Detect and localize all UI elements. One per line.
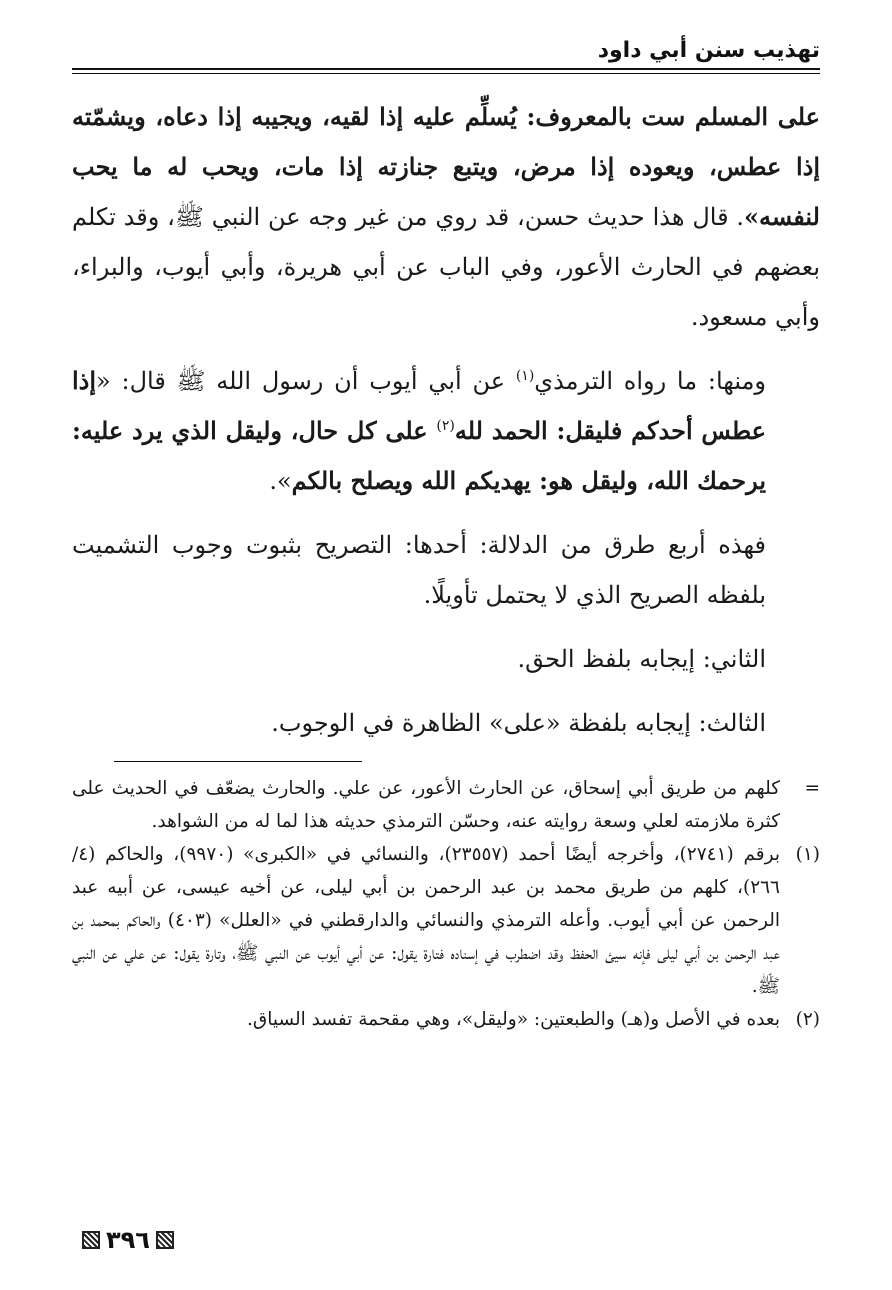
paragraph-1-commentary: . قال هذا حديث حسن، قد روي من غير وجه عن النبي ﷺ، وقد تكلم بعضهم في الحارث الأعور، وفي الباب عن أبي هريرة، وأبي أيوب، والبراء، وأبي مسعود. [72,203,820,331]
paragraph-2-chain: عن أبي أيوب أن رسول الله ﷺ قال: « [96,367,516,395]
footnotes [72,772,820,1036]
footnote-continued [72,772,820,838]
header-rule-thick [72,68,820,70]
hadith-text-2a: إذا عطس أحدكم فليقل: الحمد لله [72,366,766,445]
running-title: تهذيب سنن أبي داود [597,38,820,63]
footnote-text: كلهم من طريق أبي إسحاق، عن الحارث الأعور، عن علي. والحارث يضعّف في الحديث على كثرة ملازمته لعلي وسعة روايته عنه، وحسّن الترمذي حديثه هذا لما له من الشواهد. [72,778,780,832]
header-rule-thin [72,73,820,74]
footnote-ref-2[interactable]: (٢) [436,418,455,434]
footnote-separator [114,761,362,762]
page-number-value: ٣٩٦ [106,1226,150,1254]
footnote-text: بعده في الأصل و(هـ) والطبعتين: «وليقل»، وهي مقحمة تفسد السياق. [246,1009,780,1030]
footnote-mark: (٢) [795,1009,820,1030]
footnote-ref-1[interactable]: (١) [515,368,535,384]
footnote-1 [72,838,820,1003]
ornament-icon [82,1231,100,1249]
hadith-text-1: على المسلم ست بالمعروف: يُسلِّم عليه إذا لقيه، ويجيبه إذا دعاه، ويشمّته إذا عطس، ويعوده إذا مرض، ويتبع جنازته إذا مات، ويحب له ما يحب لنفسه» [72,102,820,231]
footnote-mark: = [804,778,820,799]
ornament-icon [156,1231,174,1249]
paragraph-5: الثالث: إيجابه بلفظة «على» الظاهرة في الوجوب. [271,709,766,737]
paragraph-3: فهذه أربع طرق من الدلالة: أحدها: التصريح بثبوت وجوب التشميت بلفظه الصريح الذي لا يحتمل تأويلًا. [72,531,766,609]
paragraph-4: الثاني: إيجابه بلفظ الحق. [517,645,766,673]
paragraph-2-close: ». [269,467,292,495]
paragraph-1 [72,92,820,342]
footnote-2 [72,1003,820,1036]
page-header [72,34,820,74]
paragraph-2-intro: ومنها: ما رواه الترمذي [534,367,767,395]
footnote-mark: (١) [795,844,820,865]
footnote-text: برقم (٢٧٤١)، وأخرجه أيضًا أحمد (٢٣٥٥٧)، والنسائي في «الكبرى» (٩٩٧٠)، والحاكم (٤/ ٢٦٦)، كلهم من طريق محمد بن عبد الرحمن بن أبي ليلى، عن أخيه عيسى، عن أبيه عبد الرحمن عن أبي أيوب. وأعله الترمذي والنسائي والدارقطني في «العلل» (٤٠٣) والحاكم بمحمد بن عبد الرحمن بن أبي ليلى فإنه سيئ الحفظ وقد اضطرب في إسناده فتارة يقول: عن أبي أيوب عن النبي ﷺ، وتارة يقول: عن علي عن النبي ﷺ. [72,844,780,997]
paragraph-2 [72,356,820,506]
page-number [82,1222,174,1258]
main-text [72,92,820,748]
hadith-text-2b: على كل حال، وليقل الذي يرد عليه: يرحمك الله، وليقل هو: يهديكم الله ويصلح بالكم [72,416,766,495]
